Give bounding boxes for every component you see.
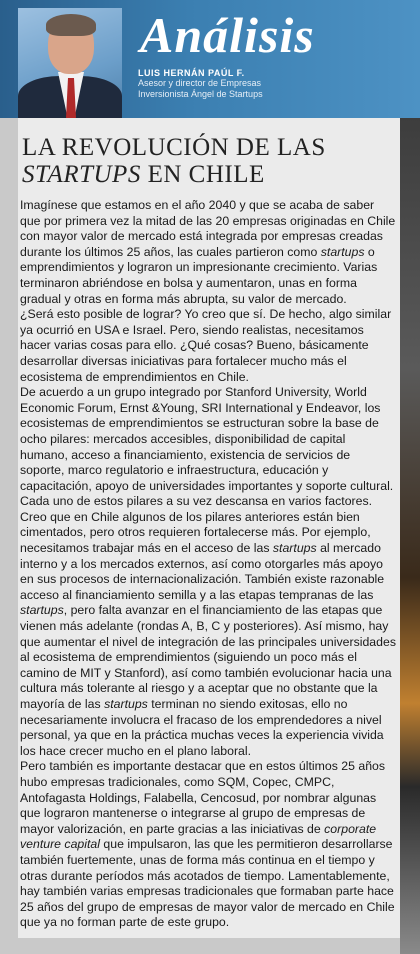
article-paragraph: Imagínese que estamos en el año 2040 y que se acaba de saber que por primera vez la mitad de las 20 empresas originadas en Chile con mayor valor de mercado está integrada por empresas creadas durante los últimos 25 años, las cuales partieron como startups o emprendimientos y lograron un impresionante crecimiento. Varias terminaron abriéndose en bolsa y aumentaron, unas en forma gradual y otras en forma más abrupta, su valor de mercado. [20, 198, 396, 306]
italic-term: startups [20, 603, 64, 618]
italic-term: startups [272, 541, 317, 556]
headline-rest: EN CHILE [140, 161, 265, 188]
adjacent-page-photo [400, 118, 420, 954]
article-body [20, 198, 396, 931]
article-paragraph: Creo que en Chile algunos de los pilares anteriores están bien cimentados, pero otros requieren fortalecerse más. Por ejemplo, necesitamos trabajar más en el acceso de las startups al mercado interno y a los mercados externos, así como otorgarles más apoyo en sus procesos de internacionalización. También existe razonable acceso al financiamiento semilla y a las etapas tempranas de las startups, pero falta avanzar en el financiamiento de las etapas que vienen más adelante (rondas A, B, C y posteriores). Así mismo, hay que aumentar el nivel de integración de las principales universidades al ecosistema de emprendimientos (siguiendo un poco más el camino de MIT y Stanford), así como también evolucionar hacia una cultura más tolerante al riesgo y a aceptar que no obstante que la mayoría de las startups terminan no siendo exitosas, ello no necesariamente involucra el fracaso de los emprendedores a nivel personal, ya que en la práctica muchas veces la experiencia vivida los hace crecer mucho en el plano laboral. [20, 509, 396, 758]
headline-line-2 [22, 161, 392, 188]
section-title: Análisis [140, 7, 315, 63]
article-paragraph: ¿Será esto posible de lograr? Yo creo que sí. De hecho, algo similar ya ocurrió en USA e Israel. Pero, siendo realistas, necesitamos hacer varias cosas para ello. ¿Qué cosas? Bueno, básicamente desarrollar diversas iniciativas para fortalecer mucho más el ecosistema de emprendimientos en Chile. [20, 307, 392, 384]
italic-term: startups [320, 244, 365, 259]
author-name: LUIS HERNÁN PAÚL F. [138, 68, 245, 78]
article-paragraph: Pero también es importante destacar que en estos últimos 25 años hubo empresas tradicionales, como SQM, Copec, CMPC, Antofagasta Holdings, Falabella, Cencosud, por nombrar algunas que lograron mantenerse o integrarse al grupo de empresas de mayor valorización, en parte gracias a las iniciativas de corporate venture capital que impulsaron, las que les permitieron desarrollarse también fuertemente, unas de forma más continua en el tiempo y otras durante períodos más acotados de tiempo. Lamentablemente, hay también varias empresas tradicionales que formaban parte hace 25 años del grupo de empresas de mayor valor de mercado en Chile que ya no forman parte de este grupo. [20, 759, 395, 930]
author-info [138, 68, 263, 100]
article-paragraph: De acuerdo a un grupo integrado por Stanford University, World Economic Forum, Ernst &Young, SRI International y Endeavor, los ecosistemas de emprendimientos se estructuran sobre la base de ocho pilares: mercados accesibles, disponibilidad de capital humano, acceso a financiamiento, existencia de servicios de soporte, marco regulatorio e infraestructura, educación y capacitación, apoyo de universidades importantes y soporte cultural. Cada uno de estos pilares a su vez descansa en varios factores. [20, 385, 394, 509]
column-header [0, 0, 420, 118]
article-headline [22, 134, 392, 188]
author-photo [18, 8, 122, 118]
italic-term: corporate venture capital [20, 821, 377, 852]
italic-term: startups [104, 697, 148, 711]
author-role-1: Asesor y director de Empresas [138, 78, 262, 88]
headline-line-1: LA REVOLUCIÓN DE LAS [22, 134, 326, 161]
author-role-2: Inversionista Ángel de Startups [138, 89, 263, 99]
headline-italic-word: STARTUPS [22, 161, 141, 188]
